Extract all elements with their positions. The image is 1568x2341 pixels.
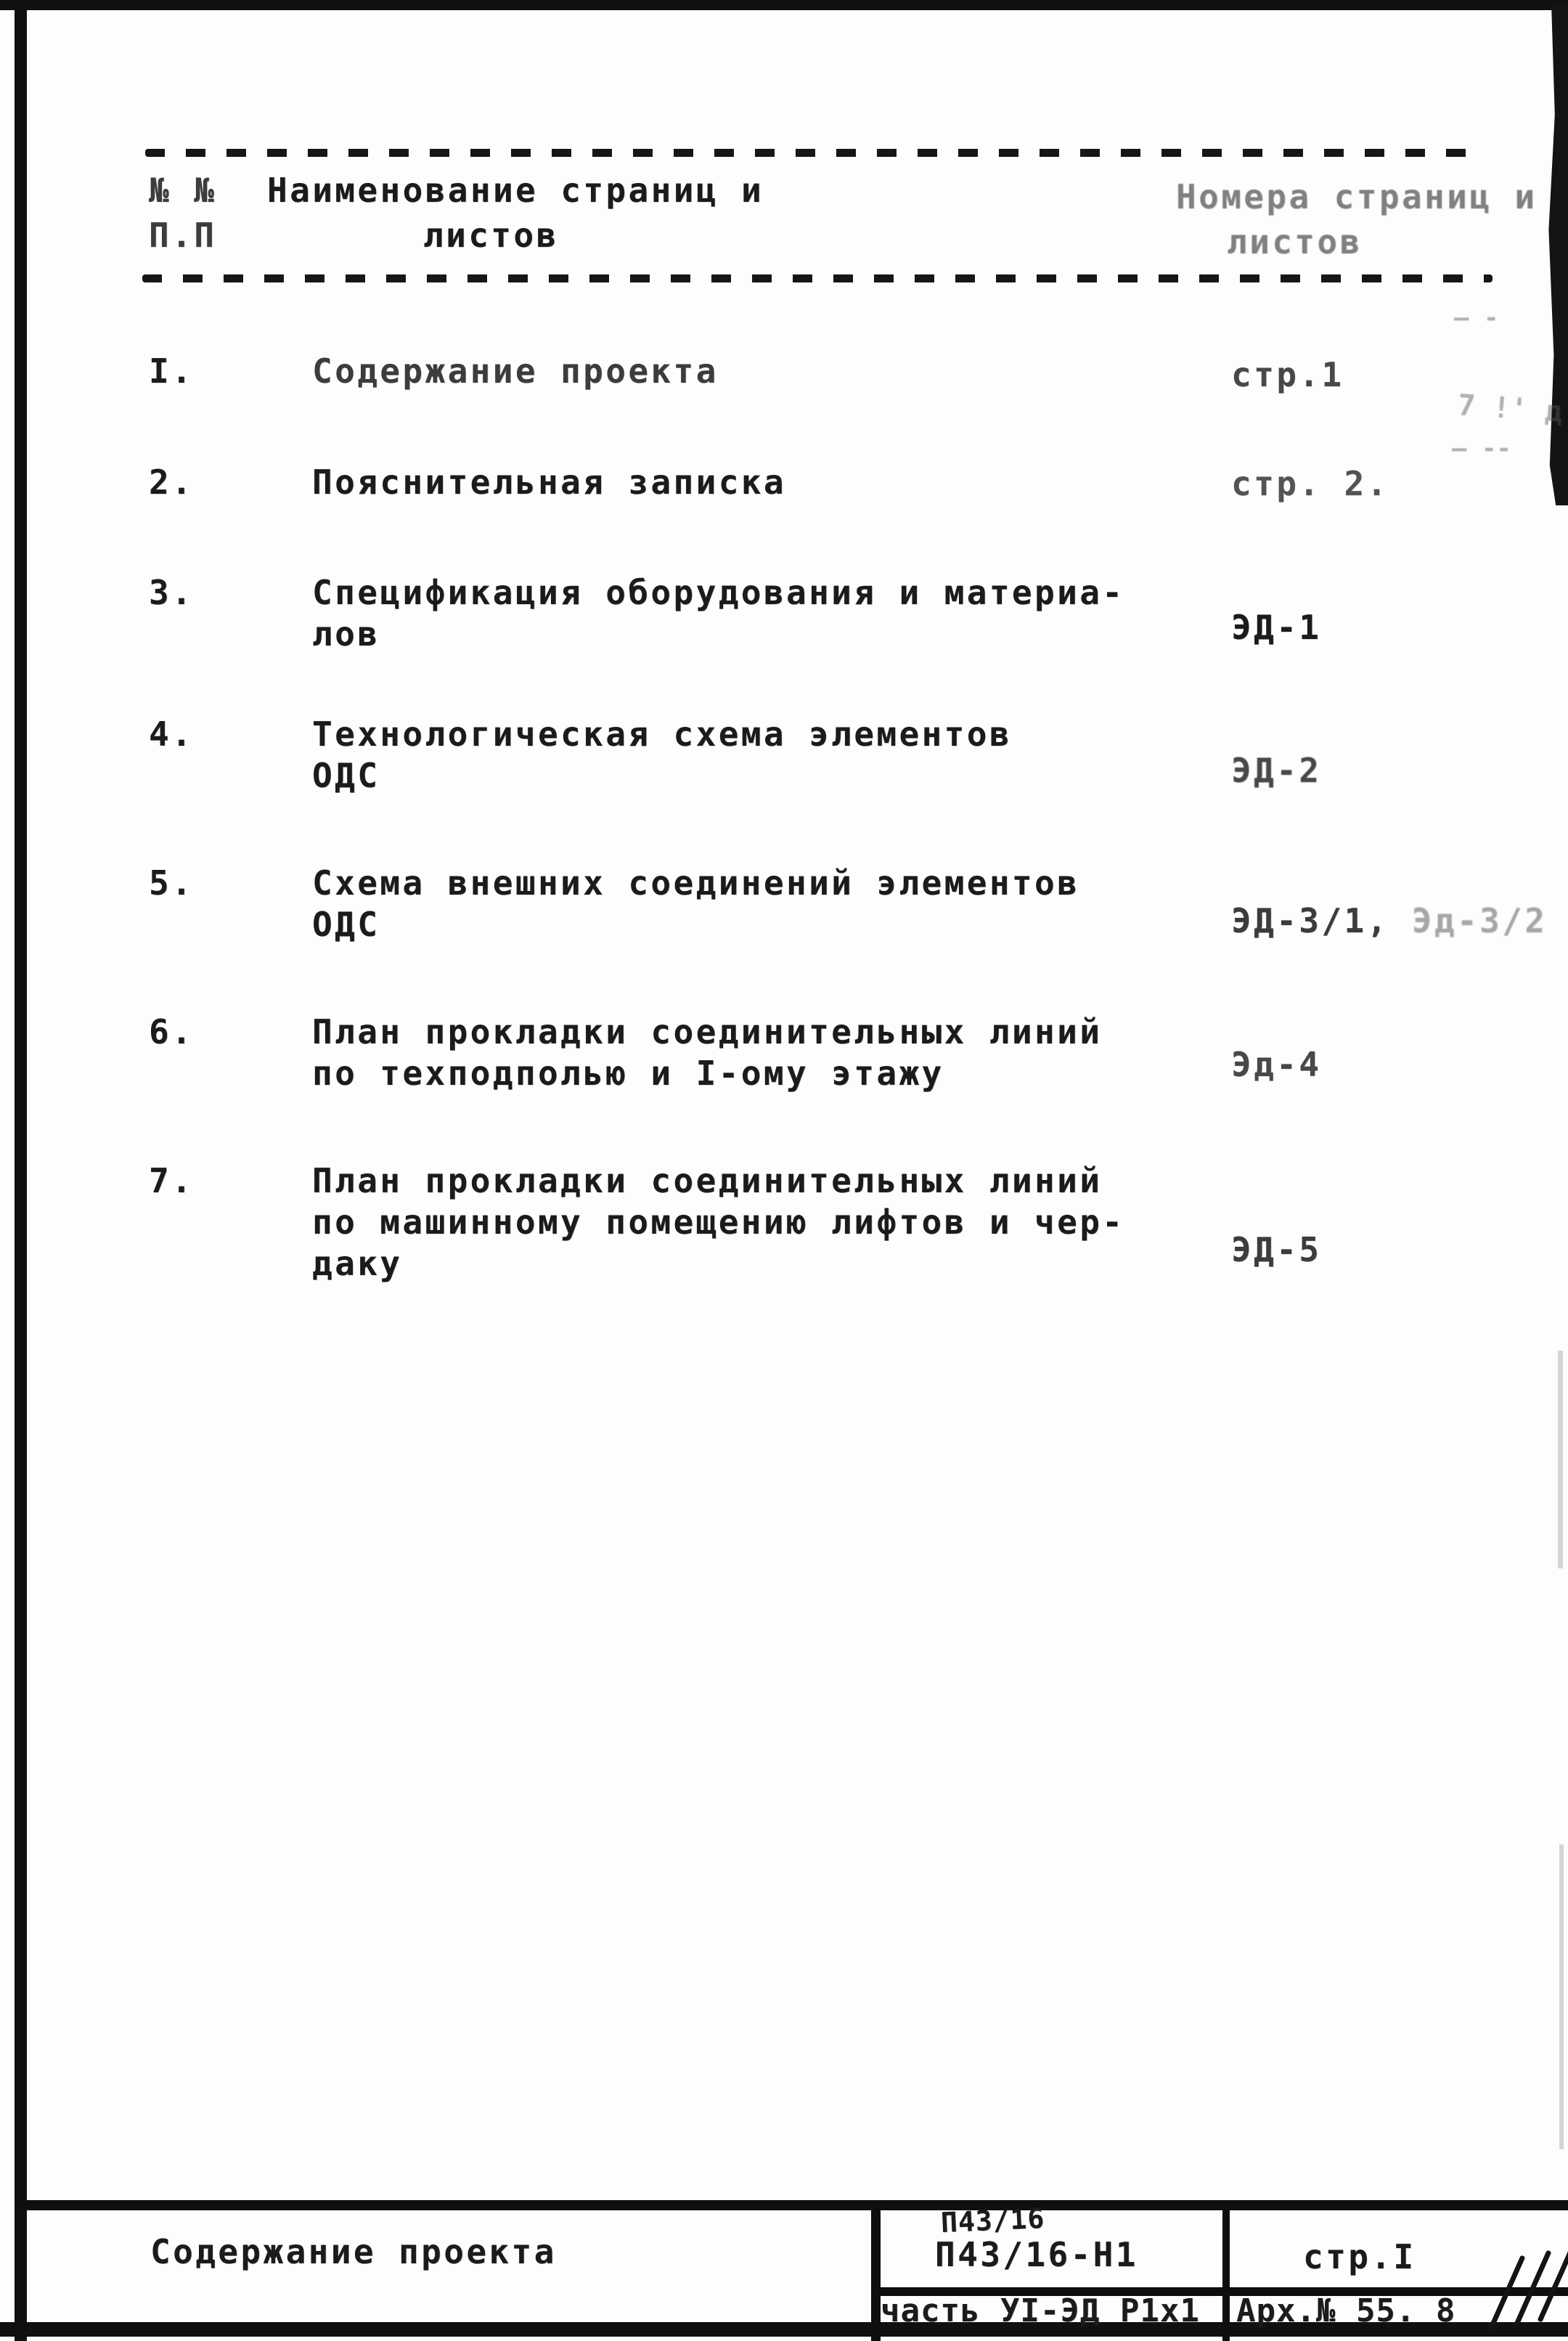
toc-row-5-pages [1231,900,1547,942]
toc-row-2-num: 2. [149,463,195,502]
toc-header-pages-line2: листов [1227,222,1363,261]
titleblock-part-label: часть УІ-ЭД Р1х1 [881,2292,1200,2329]
toc-row-3-pages: ЭД-1 [1231,608,1322,647]
toc-header-name [267,168,764,258]
scan-artifact-mark: — ‑‑ [1452,434,1511,463]
toc-row-4-num: 4. [149,714,195,754]
toc-row-1-pages: стр.1 [1231,355,1344,394]
toc-row-7-line3: даку [312,1244,403,1283]
scan-streak [1559,1844,1564,2149]
toc-row-4-line2: ОДС [312,756,380,795]
toc-row-5-line1: Схема внешних соединений элементов [312,863,1080,903]
toc-row-3-num: 3. [149,573,195,612]
toc-row-6-title [312,1011,1169,1094]
toc-row-6-line1: План прокладки соединительных линий [312,1012,1103,1051]
toc-row-5-pages-main: ЭД-3/1, [1231,901,1389,940]
toc-row-4-title [312,714,1169,797]
scan-streak [1558,1351,1563,1568]
toc-row-6-num: 6. [149,1012,195,1051]
toc-header-pages [1176,174,1538,264]
header-dashed-rule-bottom [142,274,1493,282]
toc-row-3-title [312,572,1169,655]
titleblock-arch-label: Арх.№ 55. 8 [1236,2292,1456,2329]
toc-header-name-line2: листов [423,216,559,255]
titleblock-page-label: стр.I [1303,2237,1416,2276]
toc-row-7-pages: ЭД-5 [1231,1230,1322,1269]
toc-row-6-line2: по техподполью и I-ому этажу [312,1054,944,1093]
titleblock-rule-top [15,2200,1568,2210]
scan-artifact-mark: 7 !' д [1456,388,1564,429]
toc-header-name-line1: Наименование страниц и [267,171,764,210]
scan-artifact-mark: — ‑ [1454,304,1499,333]
toc-row-1-num: I. [149,351,195,391]
toc-header-num-line1: № № [149,171,217,210]
toc-row-4-line1: Технологическая схема элементов [312,714,1012,754]
toc-row-5-title [312,863,1169,945]
toc-row-1-line1: Содержание проекта [312,351,719,391]
toc-row-2-pages: стр. 2. [1231,464,1389,503]
toc-header-pages-line1: Номера страниц и [1176,177,1538,216]
titleblock-divider-v2 [1222,2200,1230,2341]
titleblock-doc-number: П43/16-Н1 [935,2235,1138,2274]
toc-row-3-line1: Спецификация оборудования и материа- [312,573,1125,612]
toc-row-1-title [312,351,1169,392]
toc-row-7-line2: по машинному помещению лифтов и чер- [312,1202,1125,1242]
toc-row-2-title [312,462,1169,503]
toc-row-4-pages: ЭД-2 [1231,751,1322,790]
header-dashed-rule-top [145,149,1485,157]
titleblock-doc-number-handwritten: П43/16 [940,2202,1046,2239]
toc-row-7-num: 7. [149,1161,195,1200]
toc-row-3-line2: лов [312,614,380,654]
toc-row-5-num: 5. [149,863,195,903]
toc-header-num-line2: П.П [149,216,217,255]
toc-header-num [149,168,216,258]
scan-smudge-right-edge [1548,4,1568,505]
toc-row-6-pages: Эд-4 [1231,1045,1322,1084]
page-border-left [15,0,27,2341]
toc-row-7-title [312,1160,1169,1285]
titleblock-divider-v1 [871,2200,881,2341]
toc-row-5-pages-extra: Эд-3/2 [1411,901,1548,940]
toc-row-2-line1: Пояснительная записка [312,463,786,502]
titleblock-doc-title: Содержание проекта [150,2232,557,2271]
toc-row-7-line1: План прокладки соединительных линий [312,1161,1103,1200]
toc-row-5-line2: ОДС [312,905,380,944]
handwritten-slash-mark [1538,2246,1568,2322]
page-border-top [0,0,1568,10]
